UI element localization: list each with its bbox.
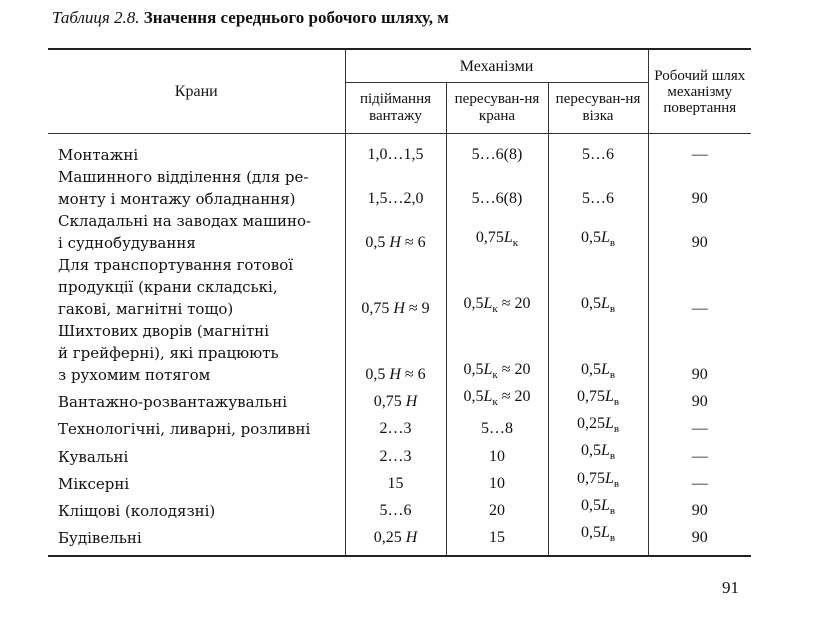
rotation-value: 90	[648, 522, 751, 555]
crane-travel-value: 15	[446, 522, 548, 555]
table-row	[48, 495, 751, 522]
table-row	[48, 413, 751, 440]
page-number: 91	[722, 578, 739, 597]
lifting-value: 0,5 H ≈ 6	[345, 320, 446, 386]
header-crane-travel: пересуван-ня крана	[446, 83, 548, 134]
rotation-value: 90	[648, 210, 751, 254]
rotation-value: —	[648, 254, 751, 320]
trolley-travel-value: $0,5L_в$	[548, 495, 648, 522]
crane-travel-value: 20	[446, 495, 548, 522]
table-row	[48, 522, 751, 555]
trolley-travel-value: 5…6	[548, 166, 648, 210]
trolley-travel-value: $0,75L_в$	[548, 468, 648, 495]
lifting-value: 0,75 H	[345, 386, 446, 413]
crane-type-cell: Вантажно-розвантажувальні	[58, 393, 288, 412]
crane-type-cell: Для транспортування готової продукції (крани складські, гакові, магнітні тощо)	[58, 256, 294, 318]
table-row	[48, 386, 751, 413]
table-row	[48, 134, 751, 167]
crane-type-cell: Міксерні	[58, 474, 130, 493]
crane-type-cell: Машинного відділення (для ре- монту і монтажу обладнання)	[58, 168, 309, 208]
table-body	[48, 134, 751, 556]
trolley-travel-value: $0,5L_в$	[548, 522, 648, 555]
trolley-travel-value: $0,5L_в$	[548, 254, 648, 320]
lifting-value: 2…3	[345, 413, 446, 440]
trolley-travel-value: $0,5L_в$	[548, 210, 648, 254]
crane-type-cell: Кувальні	[58, 447, 129, 466]
rotation-value: 90	[648, 495, 751, 522]
crane-travel-value: 5…8	[446, 413, 548, 440]
crane-travel-value: $0,5L_к \approx 20$	[446, 320, 548, 386]
data-table-wrapper	[48, 48, 751, 557]
header-lifting: підіймання вантажу	[345, 83, 446, 134]
crane-travel-value: $0,75L_к$	[446, 210, 548, 254]
header-mechanisms: Механізми	[345, 50, 648, 83]
crane-type-cell: Будівельні	[58, 529, 142, 548]
rotation-value: —	[648, 468, 751, 495]
table-row	[48, 320, 751, 386]
rotation-value: 90	[648, 320, 751, 386]
table-row	[48, 166, 751, 210]
crane-type-cell: Шихтових дворів (магнітні й грейферні), які працюють з рухомим потягом	[58, 322, 279, 384]
header-rotation: Робочий шлях механізму повертання	[648, 50, 751, 134]
table-caption-label: Таблиця 2.8.	[52, 8, 140, 27]
lifting-value: 2…3	[345, 440, 446, 467]
crane-type-cell: Монтажні	[58, 146, 139, 164]
work-path-table	[48, 50, 751, 555]
trolley-travel-value: $0,75L_в$	[548, 386, 648, 413]
lifting-value: 0,25 H	[345, 522, 446, 555]
rotation-value: —	[648, 413, 751, 440]
crane-travel-value: 10	[446, 468, 548, 495]
table-row	[48, 254, 751, 320]
lifting-value: 0,75 H ≈ 9	[345, 254, 446, 320]
table-row	[48, 468, 751, 495]
table-row	[48, 210, 751, 254]
lifting-value: 1,0…1,5	[345, 134, 446, 167]
crane-type-cell: Складальні на заводах машино- і суднобудування	[58, 212, 312, 252]
rotation-value: —	[648, 440, 751, 467]
lifting-value: 5…6	[345, 495, 446, 522]
lifting-value: 0,5 H ≈ 6	[345, 210, 446, 254]
crane-type-cell: Технологічні, ливарні, розливні	[58, 420, 311, 439]
trolley-travel-value: $0,25L_в$	[548, 413, 648, 440]
rotation-value: —	[648, 134, 751, 167]
crane-travel-value: 10	[446, 440, 548, 467]
lifting-value: 15	[345, 468, 446, 495]
header-cranes: Крани	[48, 50, 345, 134]
trolley-travel-value: 5…6	[548, 134, 648, 167]
crane-type-cell: Кліщові (колодязні)	[58, 501, 216, 520]
crane-travel-value: 5…6(8)	[446, 134, 548, 167]
rotation-value: 90	[648, 166, 751, 210]
header-trolley-travel: пересуван-ня візка	[548, 83, 648, 134]
crane-travel-value: $0,5L_к \approx 20$	[446, 254, 548, 320]
table-caption-title: Значення середнього робочого шляху, м	[143, 8, 449, 27]
lifting-value: 1,5…2,0	[345, 166, 446, 210]
crane-travel-value: $0,5L_к \approx 20$	[446, 386, 548, 413]
rotation-value: 90	[648, 386, 751, 413]
table-row	[48, 440, 751, 467]
trolley-travel-value: $0,5L_в$	[548, 440, 648, 467]
trolley-travel-value: $0,5L_в$	[548, 320, 648, 386]
crane-travel-value: 5…6(8)	[446, 166, 548, 210]
table-caption	[52, 8, 449, 28]
